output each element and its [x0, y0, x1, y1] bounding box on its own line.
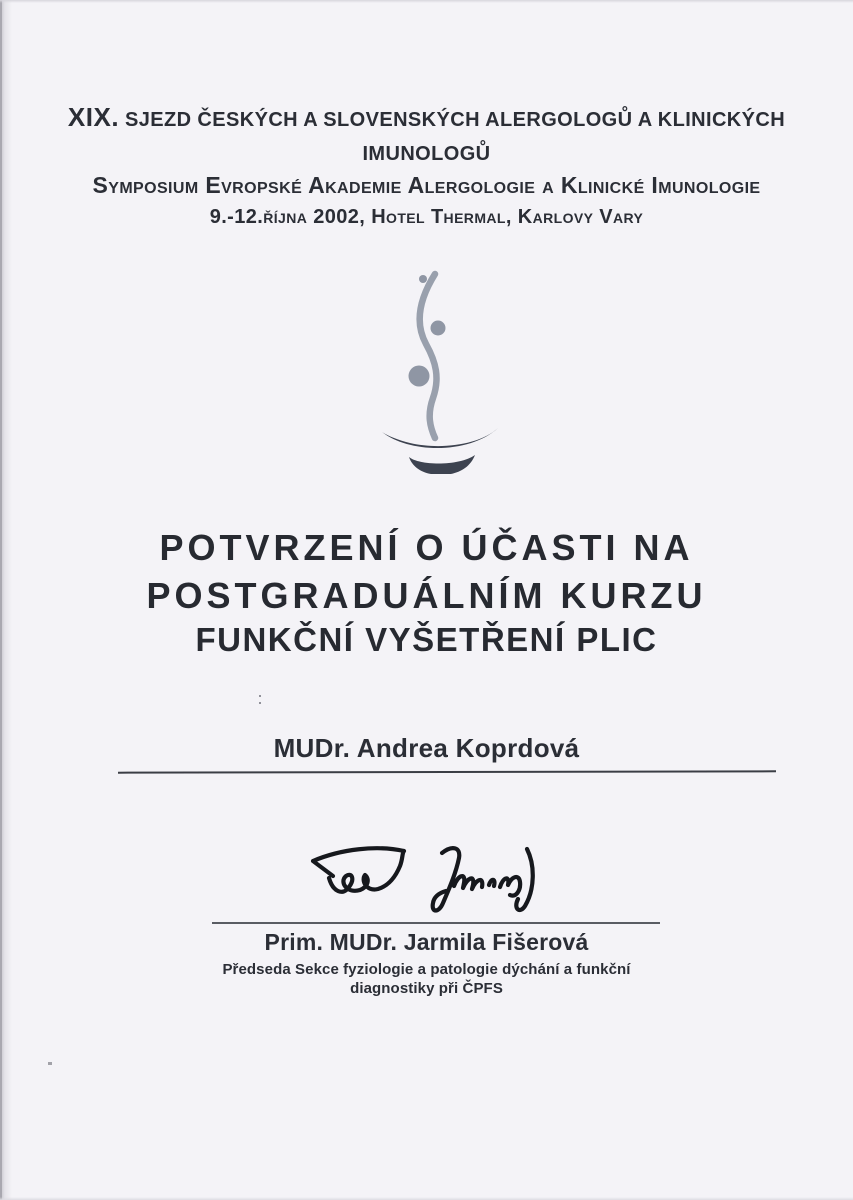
participant-name: MUDr. Andrea Koprdová [273, 733, 580, 763]
logo-bowl-icon [382, 428, 498, 448]
scan-edge-shadow-top [0, 0, 853, 3]
scan-artifact-dots [259, 693, 262, 705]
signature-line [212, 922, 660, 924]
logo-base-arc-icon [409, 455, 475, 474]
symposium-subtitle: Symposium Evropské Akademie Alergologie a Klinické Imunologie [92, 172, 761, 198]
signer-role-line2: diagnostiky při ČPFS [350, 980, 503, 997]
signer-role [0, 960, 853, 998]
congress-title [0, 100, 853, 171]
logo-smoke-stem-icon [420, 274, 437, 438]
course-title: FUNKČNÍ VYŠETŘENÍ PLIC [195, 621, 658, 658]
certificate-title-line2: POSTGRADUÁLNÍM KURZU [146, 575, 707, 616]
certificate-title-line1: POTVRZENÍ O ÚČASTI NA [159, 527, 694, 568]
participant-name-underline [118, 770, 776, 773]
signer-role-line1: Předseda Sekce fyziologie a patologie dýchání a funkční [222, 961, 631, 978]
congress-logo [376, 264, 504, 474]
date-venue-line: 9.-12.října 2002, Hotel Thermal, Karlovy Vary [209, 206, 644, 228]
scan-artifact-speck [48, 1062, 52, 1065]
certificate-title [0, 524, 853, 620]
signature-stroke-surname [313, 848, 404, 892]
congress-title-line1: SJEZD ČESKÝCH A SLOVENSKÝCH ALERGOLOGŮ A KLINICKÝCH [119, 109, 786, 131]
handwritten-signature [303, 841, 558, 923]
signer-name: Prim. MUDr. Jarmila Fišerová [264, 929, 589, 955]
congress-numeral: XIX. [67, 102, 120, 132]
signature-stroke-firstname [433, 848, 533, 910]
congress-title-line2: IMUNOLOGŮ [362, 143, 491, 165]
